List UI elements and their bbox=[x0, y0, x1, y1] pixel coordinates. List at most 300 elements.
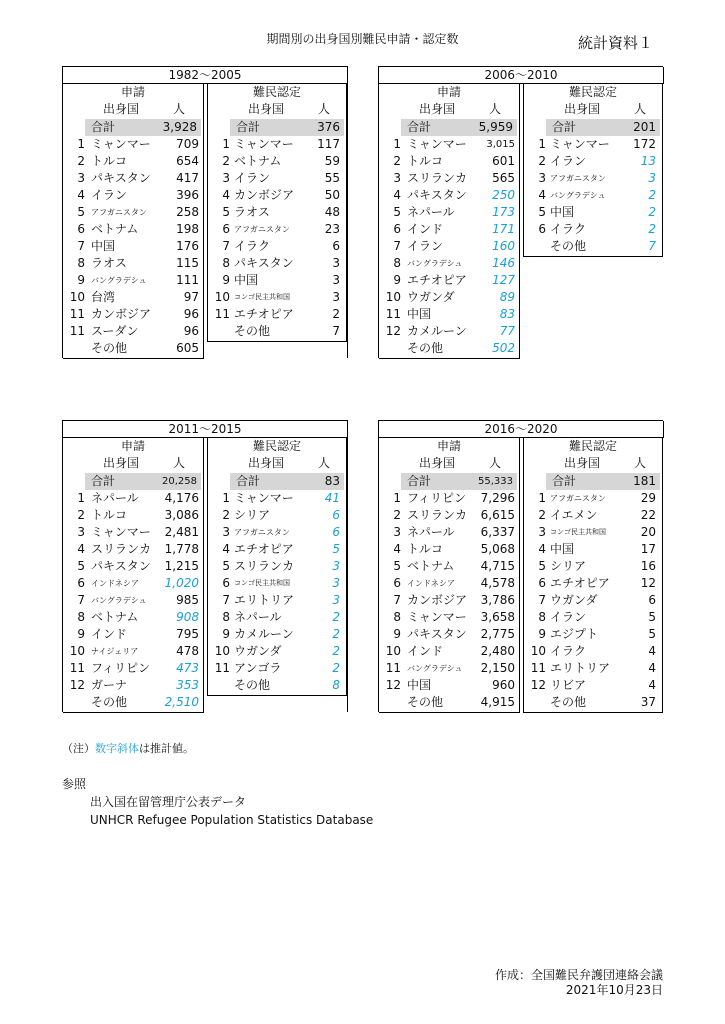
count-value: 478 bbox=[176, 644, 199, 658]
rank-number: 9 bbox=[538, 627, 546, 641]
count-value: 160 bbox=[492, 239, 515, 253]
table-row bbox=[208, 187, 346, 204]
rank-number: 7 bbox=[77, 239, 85, 253]
others-row bbox=[379, 340, 519, 357]
table-row bbox=[379, 204, 519, 221]
count-value: 4,715 bbox=[480, 559, 515, 573]
footnote-highlight: 数字斜体 bbox=[95, 742, 139, 755]
table-row bbox=[63, 170, 203, 187]
footnote bbox=[62, 740, 194, 756]
count-value: 6 bbox=[648, 593, 656, 607]
count-value: 3 bbox=[332, 290, 340, 304]
period-heading: 1982～2005 bbox=[63, 67, 348, 84]
rank-number: 11 bbox=[214, 661, 230, 675]
count-value: 96 bbox=[183, 307, 199, 321]
country-name: エチオピア bbox=[550, 576, 610, 590]
rank-number: 2 bbox=[538, 508, 546, 522]
rank-number: 9 bbox=[393, 627, 401, 641]
country-name: パキスタン bbox=[91, 559, 151, 573]
table-row bbox=[63, 626, 203, 643]
rank-number: 5 bbox=[77, 205, 85, 219]
application-section bbox=[379, 438, 520, 713]
rank-number: 7 bbox=[222, 593, 230, 607]
count-value: 59 bbox=[324, 154, 340, 168]
table-row bbox=[524, 170, 662, 187]
table-row bbox=[63, 507, 203, 524]
country-column-header: 出身国 bbox=[564, 456, 601, 470]
total-label: 合計 bbox=[407, 474, 432, 488]
rank-number: 11 bbox=[385, 307, 401, 321]
country-name: スリランカ bbox=[407, 171, 468, 185]
rank-number: 7 bbox=[77, 593, 85, 607]
total-row bbox=[546, 473, 660, 490]
total-row bbox=[85, 473, 201, 490]
count-value: 3 bbox=[332, 576, 340, 590]
recognition-heading: 難民認定 bbox=[568, 85, 617, 99]
rank-number: 4 bbox=[222, 188, 230, 202]
rank-number: 3 bbox=[538, 171, 546, 185]
country-name: リビア bbox=[550, 678, 587, 692]
country-name: トルコ bbox=[91, 154, 128, 168]
table-row bbox=[63, 272, 203, 289]
table-row bbox=[63, 323, 203, 340]
total-row bbox=[85, 119, 201, 136]
persons-column-header: 人 bbox=[634, 456, 647, 470]
table-row bbox=[524, 626, 662, 643]
country-name: エリトリア bbox=[234, 593, 295, 607]
country-name: シリア bbox=[234, 508, 271, 522]
count-value: 6 bbox=[332, 239, 340, 253]
country-name: イラン bbox=[550, 154, 587, 168]
footer-author: 作成：全国難民弁護団連絡会議 bbox=[494, 968, 663, 982]
country-name: バングラデシュ bbox=[407, 259, 463, 268]
rank-number: 4 bbox=[77, 188, 85, 202]
footnote-suffix: は推計値。 bbox=[139, 742, 194, 755]
rank-number: 4 bbox=[222, 542, 230, 556]
others-value: 605 bbox=[176, 341, 199, 355]
count-value: 3,786 bbox=[480, 593, 515, 607]
recognition-heading: 難民認定 bbox=[252, 85, 301, 99]
period-block bbox=[62, 66, 348, 358]
table-row bbox=[208, 626, 346, 643]
rank-number: 11 bbox=[69, 324, 85, 338]
country-name: トルコ bbox=[91, 508, 128, 522]
rank-number: 3 bbox=[222, 525, 230, 539]
count-value: 2 bbox=[332, 661, 340, 675]
others-value: 7 bbox=[332, 324, 340, 338]
table-row bbox=[208, 272, 346, 289]
rank-number: 10 bbox=[385, 290, 401, 304]
table-row bbox=[524, 187, 662, 204]
others-value: 4,915 bbox=[480, 695, 515, 709]
table-row bbox=[63, 592, 203, 609]
country-name: ミャンマー bbox=[91, 137, 151, 151]
rank-number: 6 bbox=[393, 576, 401, 590]
count-value: 17 bbox=[640, 542, 656, 556]
persons-column-header: 人 bbox=[489, 102, 502, 116]
country-name: エチオピア bbox=[407, 273, 467, 287]
others-row bbox=[63, 694, 203, 711]
rank-number: 8 bbox=[222, 256, 230, 270]
country-column-header: 出身国 bbox=[564, 102, 601, 116]
others-label: その他 bbox=[234, 678, 271, 692]
rank-number: 2 bbox=[222, 508, 230, 522]
rank-number: 11 bbox=[69, 661, 85, 675]
table-row bbox=[63, 524, 203, 541]
rank-number: 10 bbox=[385, 644, 401, 658]
rank-number: 5 bbox=[538, 559, 546, 573]
table-row bbox=[379, 490, 519, 507]
country-name: アフガニスタン bbox=[550, 174, 606, 183]
recognition-section bbox=[207, 84, 347, 342]
count-value: 172 bbox=[633, 137, 656, 151]
country-name: ガーナ bbox=[91, 678, 128, 692]
table-row bbox=[63, 558, 203, 575]
country-name: イラク bbox=[550, 644, 587, 658]
table-row bbox=[379, 255, 519, 272]
count-value: 13 bbox=[640, 154, 656, 168]
count-value: 2 bbox=[332, 644, 340, 658]
rank-number: 6 bbox=[77, 222, 85, 236]
table-row bbox=[524, 153, 662, 170]
count-value: 473 bbox=[176, 661, 199, 675]
rank-number: 3 bbox=[393, 525, 401, 539]
table-row bbox=[524, 221, 662, 238]
table-row bbox=[63, 255, 203, 272]
table-row bbox=[208, 136, 346, 153]
count-value: 2 bbox=[648, 222, 656, 236]
count-value: 3 bbox=[332, 559, 340, 573]
country-name: イラン bbox=[550, 610, 587, 624]
count-value: 654 bbox=[176, 154, 199, 168]
count-value: 4 bbox=[648, 661, 656, 675]
count-value: 565 bbox=[492, 171, 515, 185]
total-row bbox=[230, 119, 344, 136]
document-badge: 統計資料１ bbox=[578, 34, 654, 52]
country-name: 中国 bbox=[550, 205, 575, 219]
rank-number: 8 bbox=[393, 610, 401, 624]
country-name: トルコ bbox=[407, 542, 444, 556]
count-value: 3 bbox=[332, 256, 340, 270]
count-value: 20 bbox=[640, 525, 656, 539]
total-value: 55,333 bbox=[478, 476, 513, 487]
count-value: 795 bbox=[176, 627, 199, 641]
application-heading: 申請 bbox=[436, 85, 461, 99]
rank-number: 1 bbox=[393, 137, 401, 151]
country-name: ネパール bbox=[407, 205, 455, 219]
others-label: その他 bbox=[550, 695, 587, 709]
rank-number: 8 bbox=[77, 610, 85, 624]
country-name: イラン bbox=[91, 188, 128, 202]
country-name: ウガンダ bbox=[407, 290, 455, 304]
country-name: アンゴラ bbox=[234, 661, 282, 675]
rank-number: 3 bbox=[393, 171, 401, 185]
table-row bbox=[524, 136, 662, 153]
recognition-section bbox=[523, 438, 663, 713]
table-row bbox=[524, 660, 662, 677]
recognition-section bbox=[523, 84, 663, 257]
count-value: 171 bbox=[492, 222, 515, 236]
count-value: 2 bbox=[332, 610, 340, 624]
country-name: イエメン bbox=[550, 508, 598, 522]
country-name: シリア bbox=[550, 559, 587, 573]
count-value: 83 bbox=[499, 307, 515, 321]
rank-number: 5 bbox=[222, 205, 230, 219]
country-name: 中国 bbox=[234, 273, 259, 287]
country-name: バングラデシュ bbox=[91, 276, 147, 285]
rank-number: 2 bbox=[393, 154, 401, 168]
country-name: ラオス bbox=[91, 256, 127, 270]
country-name: イラク bbox=[234, 239, 271, 253]
table-row bbox=[524, 677, 662, 694]
country-name: 中国 bbox=[407, 307, 432, 321]
period-block bbox=[378, 420, 663, 712]
rank-number: 12 bbox=[385, 324, 401, 338]
country-name: ミャンマー bbox=[407, 610, 467, 624]
application-heading: 申請 bbox=[436, 439, 461, 453]
count-value: 48 bbox=[324, 205, 340, 219]
footnote-prefix: （注） bbox=[62, 742, 95, 755]
table-row bbox=[524, 490, 662, 507]
rank-number: 6 bbox=[393, 222, 401, 236]
total-value: 83 bbox=[324, 474, 340, 488]
country-name: ナイジェリア bbox=[91, 647, 139, 656]
count-value: 2,775 bbox=[480, 627, 515, 641]
table-row bbox=[208, 660, 346, 677]
count-value: 2,150 bbox=[480, 661, 515, 675]
country-column-header: 出身国 bbox=[419, 456, 456, 470]
rank-number: 10 bbox=[214, 290, 230, 304]
count-value: 3 bbox=[332, 273, 340, 287]
country-name: ベトナム bbox=[91, 222, 139, 236]
rank-number: 10 bbox=[530, 644, 546, 658]
references bbox=[62, 775, 373, 829]
table-row bbox=[208, 153, 346, 170]
table-row bbox=[63, 643, 203, 660]
count-value: 97 bbox=[183, 290, 199, 304]
total-label: 合計 bbox=[236, 474, 261, 488]
total-row bbox=[230, 473, 344, 490]
country-name: エジプト bbox=[550, 627, 599, 641]
table-row bbox=[63, 204, 203, 221]
country-column-header: 出身国 bbox=[248, 456, 285, 470]
total-label: 合計 bbox=[407, 120, 432, 134]
rank-number: 6 bbox=[222, 576, 230, 590]
country-name: カンボジア bbox=[407, 593, 468, 607]
count-value: 709 bbox=[176, 137, 199, 151]
rank-number: 8 bbox=[77, 256, 85, 270]
count-value: 16 bbox=[640, 559, 656, 573]
table-row bbox=[63, 238, 203, 255]
table-row bbox=[379, 558, 519, 575]
count-value: 50 bbox=[324, 188, 340, 202]
country-name: コンゴ民主共和国 bbox=[234, 579, 290, 587]
table-row bbox=[63, 289, 203, 306]
rank-number: 2 bbox=[393, 508, 401, 522]
count-value: 6 bbox=[332, 508, 340, 522]
country-name: パキスタン bbox=[407, 188, 467, 202]
country-name: スリランカ bbox=[234, 559, 295, 573]
country-name: アフガニスタン bbox=[550, 494, 606, 503]
table-row bbox=[63, 187, 203, 204]
table-row bbox=[208, 592, 346, 609]
country-name: バングラデシュ bbox=[550, 191, 606, 200]
country-name: コンゴ民主共和国 bbox=[234, 293, 290, 301]
country-name: ウガンダ bbox=[234, 644, 282, 658]
country-name: アフガニスタン bbox=[91, 208, 147, 217]
reference-item: UNHCR Refugee Population Statistics Database bbox=[90, 813, 374, 827]
country-name: イラン bbox=[407, 239, 444, 253]
table-row bbox=[379, 626, 519, 643]
others-row bbox=[524, 694, 662, 711]
rank-number: 12 bbox=[385, 678, 401, 692]
rank-number: 5 bbox=[222, 559, 230, 573]
rank-number: 2 bbox=[222, 154, 230, 168]
rank-number: 6 bbox=[538, 576, 546, 590]
footer-date: 2021年10月23日 bbox=[565, 983, 663, 997]
country-name: アフガニスタン bbox=[234, 225, 290, 234]
country-name: スリランカ bbox=[91, 542, 152, 556]
rank-number: 1 bbox=[393, 491, 401, 505]
count-value: 985 bbox=[176, 593, 199, 607]
count-value: 41 bbox=[324, 491, 340, 505]
count-value: 111 bbox=[176, 273, 199, 287]
count-value: 12 bbox=[640, 576, 656, 590]
rank-number: 3 bbox=[77, 525, 85, 539]
count-value: 396 bbox=[176, 188, 199, 202]
rank-number: 1 bbox=[222, 137, 230, 151]
country-name: スリランカ bbox=[407, 508, 468, 522]
rank-number: 10 bbox=[69, 290, 85, 304]
country-name: エチオピア bbox=[234, 542, 294, 556]
persons-column-header: 人 bbox=[318, 102, 331, 116]
country-name: 台湾 bbox=[91, 290, 116, 304]
application-section bbox=[379, 84, 520, 359]
count-value: 2 bbox=[332, 627, 340, 641]
total-label: 合計 bbox=[91, 120, 116, 134]
country-name: インド bbox=[407, 644, 444, 658]
table-row bbox=[208, 204, 346, 221]
total-value: 181 bbox=[633, 474, 656, 488]
total-row bbox=[401, 473, 517, 490]
country-name: ウガンダ bbox=[550, 593, 598, 607]
country-name: ミャンマー bbox=[234, 491, 294, 505]
rank-number: 9 bbox=[77, 273, 85, 287]
table-row bbox=[208, 238, 346, 255]
country-name: パキスタン bbox=[91, 171, 151, 185]
count-value: 23 bbox=[324, 222, 340, 236]
application-heading: 申請 bbox=[120, 439, 145, 453]
table-row bbox=[379, 609, 519, 626]
rank-number: 3 bbox=[77, 171, 85, 185]
rank-number: 4 bbox=[538, 188, 546, 202]
total-row bbox=[401, 119, 517, 136]
rank-number: 6 bbox=[538, 222, 546, 236]
rank-number: 9 bbox=[222, 273, 230, 287]
rank-number: 1 bbox=[538, 137, 546, 151]
table-row bbox=[63, 221, 203, 238]
table-row bbox=[208, 221, 346, 238]
count-value: 6 bbox=[332, 525, 340, 539]
period-block bbox=[378, 66, 663, 358]
country-name: ミャンマー bbox=[234, 137, 294, 151]
rank-number: 12 bbox=[69, 678, 85, 692]
others-value: 37 bbox=[640, 695, 656, 709]
count-value: 4,176 bbox=[164, 491, 199, 505]
others-value: 7 bbox=[648, 239, 656, 253]
rank-number: 7 bbox=[393, 593, 401, 607]
country-name: 中国 bbox=[91, 239, 116, 253]
country-name: パキスタン bbox=[407, 627, 467, 641]
country-name: イラン bbox=[234, 171, 271, 185]
table-row bbox=[63, 306, 203, 323]
count-value: 6,615 bbox=[480, 508, 515, 522]
count-value: 1,778 bbox=[164, 542, 199, 556]
country-name: ベトナム bbox=[91, 610, 139, 624]
footer bbox=[495, 968, 663, 998]
country-name: ネパール bbox=[91, 491, 139, 505]
table-row bbox=[63, 541, 203, 558]
country-name: インドネシア bbox=[91, 579, 139, 588]
rank-number: 5 bbox=[77, 559, 85, 573]
count-value: 6,337 bbox=[480, 525, 515, 539]
country-name: ラオス bbox=[234, 205, 270, 219]
count-value: 908 bbox=[176, 610, 199, 624]
country-name: フィリピン bbox=[407, 491, 467, 505]
count-value: 173 bbox=[492, 205, 515, 219]
table-row bbox=[208, 306, 346, 323]
persons-column-header: 人 bbox=[318, 456, 331, 470]
rank-number: 4 bbox=[538, 542, 546, 556]
table-row bbox=[208, 255, 346, 272]
others-row bbox=[524, 238, 662, 255]
table-row bbox=[208, 524, 346, 541]
country-column-header: 出身国 bbox=[103, 456, 140, 470]
table-row bbox=[379, 238, 519, 255]
others-label: その他 bbox=[234, 324, 271, 338]
table-row bbox=[208, 507, 346, 524]
country-column-header: 出身国 bbox=[419, 102, 456, 116]
country-name: 中国 bbox=[550, 542, 575, 556]
country-name: エリトリア bbox=[550, 661, 611, 675]
reference-item: 出入国在留管理庁公表データ bbox=[90, 795, 247, 809]
total-value: 3,928 bbox=[162, 120, 197, 134]
persons-column-header: 人 bbox=[489, 456, 502, 470]
total-label: 合計 bbox=[91, 474, 116, 488]
persons-column-header: 人 bbox=[634, 102, 647, 116]
table-row bbox=[524, 643, 662, 660]
table-row bbox=[208, 575, 346, 592]
count-value: 7,296 bbox=[480, 491, 515, 505]
count-value: 198 bbox=[176, 222, 199, 236]
others-label: その他 bbox=[407, 695, 444, 709]
count-value: 2 bbox=[648, 188, 656, 202]
rank-number: 1 bbox=[222, 491, 230, 505]
rank-number: 5 bbox=[538, 205, 546, 219]
others-label: その他 bbox=[91, 341, 128, 355]
country-name: インド bbox=[407, 222, 444, 236]
count-value: 3 bbox=[332, 593, 340, 607]
count-value: 96 bbox=[183, 324, 199, 338]
table-row bbox=[524, 558, 662, 575]
rank-number: 3 bbox=[538, 525, 546, 539]
country-name: パキスタン bbox=[234, 256, 294, 270]
country-name: ミャンマー bbox=[550, 137, 610, 151]
count-value: 115 bbox=[176, 256, 199, 270]
count-value: 29 bbox=[640, 491, 656, 505]
recognition-heading: 難民認定 bbox=[252, 439, 301, 453]
country-name: カンボジア bbox=[91, 307, 152, 321]
